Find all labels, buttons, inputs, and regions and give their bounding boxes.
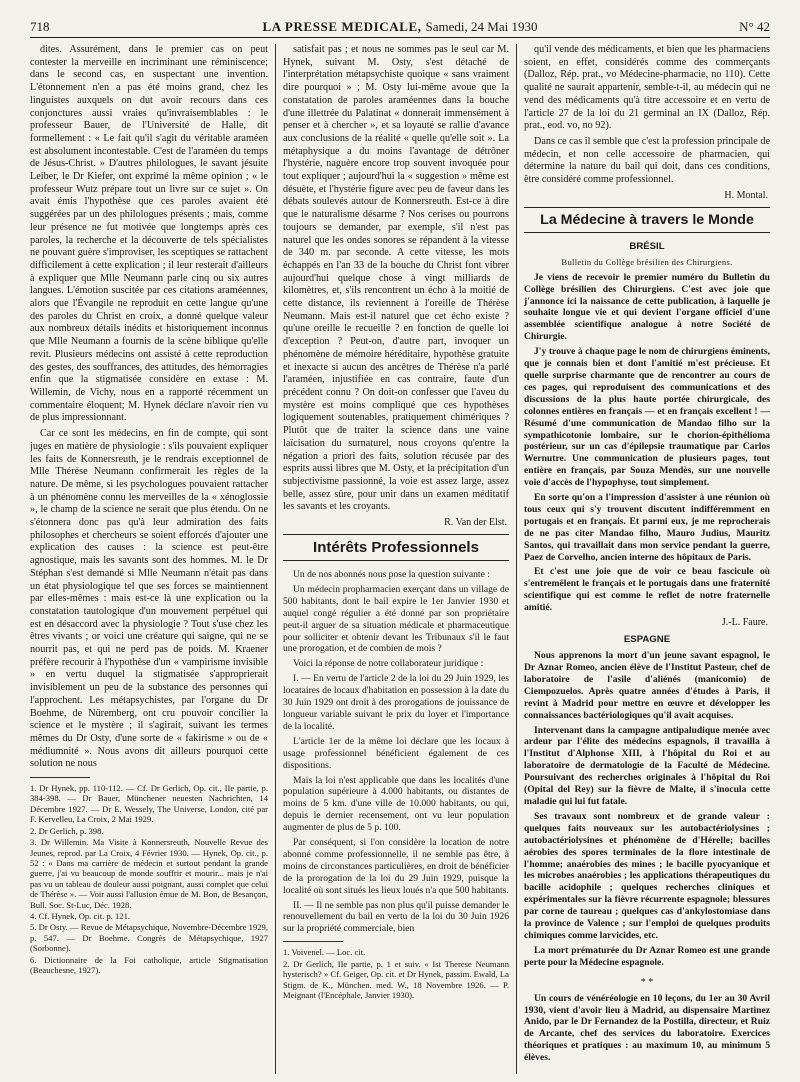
body-paragraph: Car ce sont les médecins, en fin de compte, qui sont juges en matière de physiologie : s'ils pouvaient expliquer les faits de Konnersreuth, je le rendrais exceptionnel de Mlle Thérèse Neumann confirmerait les règles de la nature. De même, si les psychologues pouvaient rattacher à un phénomène connu les merveilles de la « xénoglossie », le champ de la science ne serait que plus étendu. On ne s'étonnera donc pas qu'à leur admiration des faits philosophes et chercheurs se soient efforcés d'ajouter une explication des causes : la science est peut-être agnostique, mais les savants sont des hommes. M. le Dr Stéphan s'est demandé si Mlle Neumann n'était pas dans un état physiologique tel que ses forces se maintiennent par elles-mêmes : mais est-ce là une explication ou la constatation tautologique d'un mouvement perpétuel qui est en désaccord avec la physiologie ? Tout s'use chez les êtres vivants ; or voici une créature qui saigne, qui ne se nourrit pas, et qui ne perd pas de poids. M. Kraener préfère recourir à l'hypothèse d'un « vampirisme invisible » en vertu duquel la stigmatisée s'approprierait invisiblement un peu de la substance des personnes qui l'approchent. Les métapsychistes, par l'organe du Dr Boehme, de Nüremberg, ont cru pouvoir concilier la science et le mystère ; il s'agirait, suivant les termes mêmes du Dr Osty, d'une sorte de « fakirisme » ou de « médiumnité ». Nous avons dit ailleurs pourquoi cette solution ne nous (30, 428, 268, 770)
body-paragraph: Et c'est une joie que de voir ce beau fascicule où s'entremêlent le français et le portugais dans une fraternité scientifique qui est comme le reflet de notre fraternelle amitié. (524, 566, 770, 614)
body-paragraph: Ses travaux sont nombreux et de grande valeur : quelques faits nouveaux sur les autobactériolysines ; autobactériolysines et phénomène de d'Hérelle; bacilles aérobies des spores terminales de la flore intestinale de l'homme; anaérobies des mines ; le bacille pyocyanique et les microbes anaérobies ; les applications thérapeutiques du bacille acidophile ; quelques recherches cliniques et expérimentales sur la fièvre récurrente espagnole; blessures par corne de taureau ; quelques cas d'ankylostomiase dans la province de Valence ; sur l'emploi de quelques produits chimiques comme larvicides, etc. (524, 810, 770, 941)
body-paragraph: I. — En vertu de l'article 2 de la loi du 29 Juin 1929, les locataires de locaux d'habitation en possession à la date du 30 Juin 1929 ont droit à des prorogations de jouissance de longueur variable suivant le prix du loyer et l'importance de la localité. (283, 673, 509, 732)
column-3 (524, 44, 770, 1074)
author-signature: R. Van der Elst. (444, 517, 507, 529)
section-header (524, 207, 770, 233)
body-paragraph: Un de nos abonnés nous pose la question suivante : (293, 569, 490, 581)
footnote: 2. Dr Gerlich, p. 398. (30, 825, 104, 836)
body-paragraph: L'article 1er de la même loi déclare que les locaux à usage professionnel bénéficient également de ces dispositions. (283, 735, 509, 771)
espagne-body-2 (524, 993, 770, 1064)
author-signature: H. Montal. (724, 189, 768, 201)
bresil-body (524, 272, 770, 614)
journal-name: LA PRESSE MEDICALE, (262, 19, 422, 34)
body-paragraph: Un médecin propharmacien exerçant dans un village de 500 habitants, dont le bail expire le 1er Janvier 1930 et auquel congé régulier a été donné par son propriétaire peut-il arguer de sa situation médicale et pharmaceutique pour solliciter et obtenir devant les Tribunaux s'il le faut une prorogation, et de combien de mois ? (283, 583, 509, 655)
body-paragraph: qu'il vende des médicaments, et bien que les pharmaciens soient, en effet, considérés comme des commerçants (Dalloz, Rép. prat., vo Médecine-pharmacie, no 110). Cette qualité ne saurait appartenir, semble-t-il, au médecin qui ne vend des médicaments qu'à titre accessoire et en vertu de l'article 27 de la loi du 21 germinal an IX (Dalloz, Rép. prat., eod. vo, no 92). (524, 44, 770, 132)
bulletin-title: Bulletin du Collège brésilien des Chirurgiens. (561, 256, 733, 267)
issue-number: N° 42 (739, 19, 770, 34)
column-2 (283, 44, 509, 1074)
body-paragraph: satisfait pas ; et nous ne sommes pas le seul car M. Hynek, suivant M. Osty, s'est détaché de l'interprétation métapsychiste quoique « sans vraiment dire pourquoi » ; M. Osty lui-même avoue que la constatation de paroles araméennes dans la bouche d'une illettrée du Palatinat « donnerait immensément à penser et à chercher », et sa loyauté se rallie d'avance aux conclusions de la réalité « quelle qu'elle soit ». La métaphysique a du moins l'avantage de détrôner l'hystérie, naguère encore trop souvent invoquée pour tout expliquer ; aujourd'hui la « suggestion » même est désuète, et l'hystérie figure avec peu de faveur dans les débats soulevés autour de Konnersreuth. Est-ce à dire que le naturalisme désarme ? Nos cerises ou pourrons toujours se demander, par exemple, s'il n'est pas naturel que les ondes sonores se répandent à la vitesse de 340 m. par seconde. A cette vitesse, les mots échappés en l'an 33 de la bouche du Christ font vibrer aujourd'hui quelque chose à vingt milliards de kilomètres, et, s'ils rencontrent un écho à la moitié de cette distance, ils reviennent à l'oreille de Thérèse Neumann. Mais est-il naturel que cet écho existe ? qu'une oreille le recueille ? en fonction de quelle loi d'exception ? Peut-on, d'autre part, invoquer un phénomène de mémoire héréditaire, hypothèse gratuite et inexacte si aucun des ancêtres de Thérèse n'a parlé l'araméen, injustifiée en cas contraire, faute d'un précédent connu ? On doit-on confesser que l'aveu du mystère est moins compliqué que ces hypothèses logiquement soutenables, pratiquement chimériques ? Plutôt que de traiter la science dans une vaine laïcisation du surnaturel, nous croyons qu'entre la négation a priori des faits, solution récusée par des esprits aussi libres que M. Osty, et la précipitation d'un subjectivisme passionné, la voie est assez large, assez belle, assez sûre, pour unir dans un examen méditatif les savants et les croyants. (283, 44, 509, 513)
body-paragraph: Par conséquent, si l'on considère la location de notre abonné comme professionnelle, il ne semble pas être, à moins de circonstances particulières, en droit de bénéficier de la prorogation de la loi du 29 Juin 1929, puisque la localité où sont situés les lieux loués n'a que 500 habitants. (283, 837, 509, 896)
author-signature: J.-L. Faure. (721, 617, 768, 629)
body-paragraph: J'y trouve à chaque page le nom de chirurgiens éminents, que je connais bien et dont l'amitié m'est précieuse. Et quelle surprise charmante que de rencontrer au cours de ces pages, qui reproduisent des communications et des discussions de la plus haute portée chirurgicale, des colonnes entières en français — et en français excellent ! — Résumé d'une communication de Mandao filho sur la sympathicotonie lombaire, sur le chorion-épithélioma postérieur, sur un cas d'épilepsie traumatique par Carlos Wernutre. Une communication de plusieurs pages, tout entière en français, par Souza Mendès, sur une nouvelle voie d'accès de l'hypophyse, tout simplement. (524, 346, 770, 489)
body-paragraph: Voici la réponse de notre collaborateur juridique : (293, 658, 484, 670)
running-header (30, 19, 770, 35)
section-title: La Médecine à travers le Monde (540, 211, 754, 228)
footnote: 1. Dr Hynek, pp. 110-112. — Cf. Dr Gerlich, Op. cit., IIe partie, p. 384-398. — Dr Bauer, Münchener neuesten Nachrichten, 14 Décembre 1927. — Dr E. Wessely, The Universe, London, cité par F. Kervelleu, La Croix, 2 Mai 1929. (30, 783, 268, 825)
body-paragraph: Nous apprenons la mort d'un jeune savant espagnol, le Dr Aznar Romeo, ancien élève de l'Institut Pasteur, chef de laboratoire de l'asile d'aliénés (manicomio) de Ciempozuelos. Après quatre années d'études à Paris, il revint à Madrid pour mettre en œuvre et développer les connaissances bactériologiques qu'il avait acquises. (524, 650, 770, 721)
body-paragraph: Dans ce cas il semble que c'est la profession principale de médecin, et non celle accessoire de pharmacien, qui détermine la nature du bail qui doit, dans ces conditions, être considéré comme professionnel. (524, 135, 770, 186)
body-paragraph: Je viens de recevoir le premier numéro du Bulletin du Collège brésilien des Chirurgiens. C'est avec joie que j'annonce ici la naissance de cette publication, à laquelle je souhaite longue vie et qui devient l'organe officiel d'une assemblée scientifique analogue à notre Société de Chirurgie. (524, 271, 770, 343)
section-header (283, 534, 509, 561)
section-body (283, 569, 509, 935)
body-paragraph: La mort prématurée du Dr Aznar Romeo est une grande perte pour la Médecine espagnole. (524, 944, 770, 968)
column-1 (30, 44, 268, 1074)
body-paragraph: Mais la loi n'est applicable que dans les localités d'une population supérieure à 4.000 habitants, ou distantes de moins de 5 km. d'une ville de 10.000 habitants, ou qui, depuis le dernier recensement, ont vu leur population augmenter de plus de 5 p. 100. (283, 774, 509, 834)
body-paragraph: En sorte qu'on a l'impression d'assister à une réunion où tous ceux qui s'y trouvent discutent indifféremment en portugais et en français. Et parmi eux, je me reprocherais de ne pas citer Mandao filho, Mauro Judius, Mauritz Santos, qui travaillait dans mon service pendant la guerre, Paez de Corvelho, ancien interne des hôpitaux de Paris. (524, 492, 770, 563)
country-heading-bresil: BRÉSIL (629, 240, 665, 252)
footnote: 5. Dr Osty. — Revue de Métapsychique, Novembre-Décembre 1929, p. 547. — Dr Boehme. Congrès de Métapsychique, 1927 (Sorbonne). (30, 922, 268, 954)
page-number: 718 (30, 19, 50, 34)
footnote: 1. Voivenel. — Loc. cit. (283, 947, 366, 958)
body-paragraph: Un cours de vénéréologie en 10 leçons, du 1er au 30 Avril 1930, vient d'avoir lieu à Madrid, au dispensaire Martinez Anido, par le Dr Fernandez de la Postilla, directeur, et Ruiz de Arcante, chef des services du laboratoire. Exercices théoriques et pratiques : au maximum 10, au minimum 5 élèves. (524, 992, 770, 1064)
column-divider (516, 44, 517, 1074)
section-title: Intérêts Professionnels (313, 539, 479, 557)
journal-title (30, 19, 770, 35)
body-paragraph: Intervenant dans la campagne antipaludique menée avec ardeur par l'élite des médecins espagnols, il travailla à l'Institut d'Alphonse XIII, à l'hôpital du Roi et au laboratoire de dermatologie de la Faculté de Médecine. Poursuivant des recherches originales à l'hôpital du Roi (Opital del Rey) sur la fièvre de Malte, il s'inocula cette maladie qui lui fut fatale. (524, 724, 770, 807)
footnote: 4. Cf. Hynek, Op. cit. p. 121. (30, 910, 131, 921)
footnote-rule (283, 941, 343, 942)
footnotes (283, 947, 509, 1000)
country-heading-espagne: ESPAGNE (623, 634, 671, 646)
section-separator: * * (640, 976, 654, 988)
body-paragraph: dites. Assurément, dans le premier cas on peut contester la merveille en incriminant une réminiscence; dans le second cas, en suspectant une invention. L'étonnement n'en a pas été moins grand, chez les linguistes auxquels on dut avoir recours dans ces conjonctures aussi vraies qu'invraisemblables : le professeur Bauer, de l'Université de Halle, dit formellement : « Le fait qu'il s'agit du véritable araméen est absolument incontestable. C'est de l'araméen du temps de Jésus-Christ. » D'autres philologues, le savant jésuite Leiber, le Dr Kiefer, ont exprimé la même opinion ; « le professeur Wutz prépare tout un livre sur ce sujet ». On avait émis l'hypothèse que ces paroles avaient été suggérées par un des philologues présents ; mais, comme leur présence ne fut motivée que longtemps après ces paroles, la recherche et la découverte de tels spécialistes ne pouvant guère s'improviser, les sceptiques se rattachent difficilement à cette explication ; il leur resterait d'ailleurs à expliquer que Mlle Neumann parle cinq ou six autres langues. L'émotion suscitée par ces citations araméennes, alors que l'Évangile ne reproduit en cette langue qu'une des paroles du Christ en croix, a donné quelque valeur aux nombreux détails inédits et historiquement inconnus que Mlle Neumann a fournis de la scène biblique qu'elle revit. Plusieurs médecins ont assisté à cette reproduction des gestes, des souffrances, des attitudes, des hémorragies enfin que la stigmatisée considère en extase : M. Willemin, de Vichy, nous en a rapporté récemment un commentaire éloquent; M. Hynek déclare n'avoir rien vu de plus impressionnant. (30, 44, 268, 424)
issue-date: Samedi, 24 Mai 1930 (425, 19, 538, 34)
column-divider (275, 44, 276, 1074)
espagne-body (524, 650, 770, 969)
footnotes (30, 783, 268, 975)
footnote: 2. Dr Gerlich, IIe partie, p. 1 et suiv. « Ist Therese Neumann hysterisch? » Cf. Geiger, Op. cit. et Dr Hynek, passim. Ewald, La Stigm. de K., München. med. W., 18 Novembre 1926. — P. Meignant (l'Encéphale, Janvier 1930). (283, 958, 509, 1000)
footnote-rule (30, 777, 90, 778)
footnote: 3. Dr Willemin. Ma Visite à Konnersreuth, Nouvelle Revue des Jeunes, reprod. par La Croix, 4 Février 1930. — Hynek, Op. cit., p. 52 : « Dans ma carrière de médecin et surtout pendant la grande guerre, j'ai vu beaucoup de monde souffrir et mourir... mais je n'ai pas vu un tableau de douleur aussi poignant, aussi complet que celui de Thérèse ». — Voir aussi l'allusion émue de M. Bon, de Besançon, Bull. Soc. St-Luc, Déc. 1928. (30, 837, 268, 910)
body-paragraph: II. — Il ne semble pas non plus qu'il puisse demander le renouvellement du bail en vertu de la loi du 30 Juin 1926 sur la propriété commerciale, bien (283, 899, 509, 935)
footnote: 6. Dictionnaire de la Foi catholique, article Stigmatisation (Beauchesne, 1927). (30, 954, 268, 975)
header-rule (30, 37, 770, 38)
